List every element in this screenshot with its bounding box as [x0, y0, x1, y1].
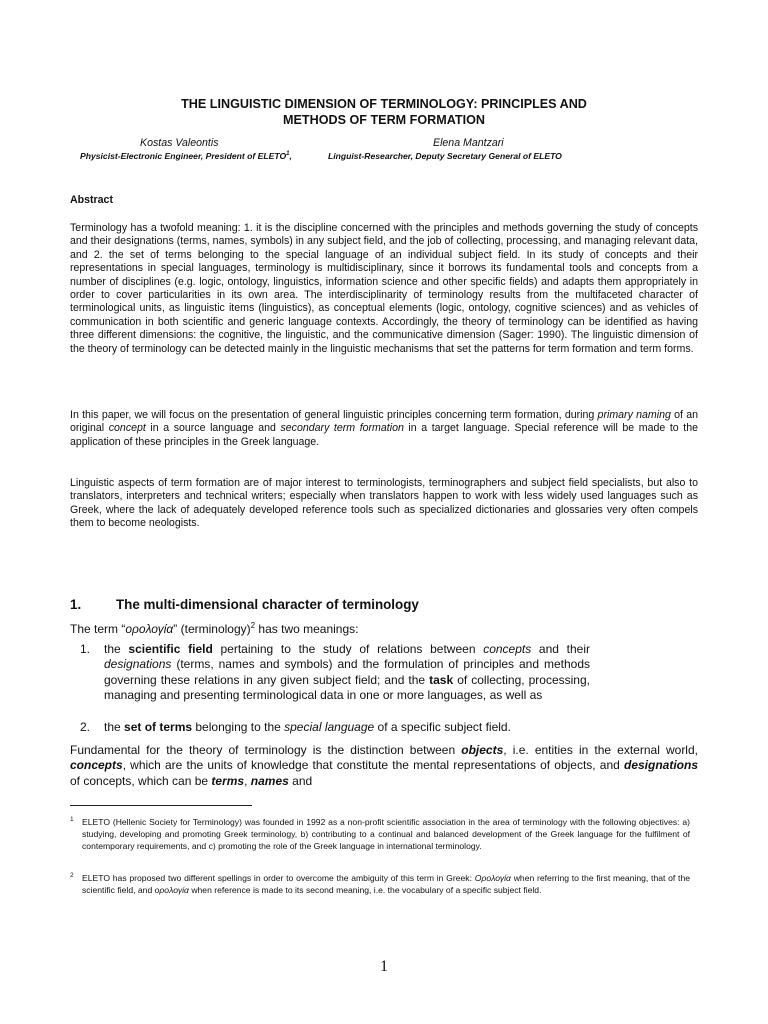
- footnote-mark: 1: [70, 816, 74, 823]
- footnote-text: ELETO (Hellenic Society for Terminology) was founded in 1992 as a non-profit scientific association in the area of terminology with the following objectives: a) studying, developing and promoting Greek terminology, b) contributing to a continual and balanced development of the Greek language for the fulfilment of contemporary requirements, and c) promoting the role of the Greek language in international terminology.: [82, 817, 690, 851]
- footnote-mark: 2: [70, 872, 74, 879]
- section-1-paragraph: [70, 743, 698, 789]
- text-run: ,: [244, 773, 251, 788]
- paper-title: [70, 96, 698, 128]
- text-run: Fundamental for the theory of terminology is the distinction between: [70, 743, 462, 757]
- text-run: when reference is made to its second meaning, i.e. the vocabulary of a specific subject field.: [188, 885, 542, 895]
- text-run: of an original: [70, 409, 698, 435]
- footnote-1: [70, 816, 690, 852]
- text-run: pertaining to the study of relations between: [212, 642, 484, 656]
- text-run: when referring to the first meaning, that of the scientific field, and: [82, 873, 691, 895]
- section-1-heading: [70, 597, 419, 612]
- text-run: in a source language and: [145, 422, 281, 435]
- author-1-affiliation: [80, 151, 292, 161]
- greek-term: ορολογία: [125, 622, 174, 636]
- text-run: of concepts, which can be: [70, 773, 212, 788]
- abstract-paragraph-1: Terminology has a twofold meaning: 1. it is the discipline concerned with the principles and methods governing the study of concepts and their designations (terms, names, symbols) in any subject field, and the job of collecting, processing, and managing relevant data, and 2. the set of terms belonging to the special language of an individual subject field. In its study of concepts and their representations in special languages, terminology is multidisciplinary, since it borrows its fundamental tools and concepts from a number of disciplines (e.g. logic, ontology, linguistics, information science and other specific fields) and adapts them appropriately in order to cover particularities in its own area. The interdisciplinarity of terminology results from the multifaceted character of terminological units, as linguistic items (linguistics), as conceptual elements (logic, ontology, cognitive sciences) and as vehicles of communication in both scientific and generic language contexts. Accordingly, the theory of terminology can be identified as having three different dimensions: the cognitive, the linguistic, and the communicative dimension (Sager: 1990). The linguistic dimension of the theory of terminology can be detected mainly in the linguistic mechanisms that set the patterns for term formation and term forms.: [70, 222, 698, 355]
- abstract-heading: Abstract: [70, 194, 113, 206]
- bold-task: task: [429, 672, 454, 687]
- author-2-affiliation: Linguist-Researcher, Deputy Secretary General of ELETO: [328, 151, 562, 161]
- emphasis-concept: concept: [108, 422, 146, 435]
- text-run: the: [104, 720, 125, 734]
- greek-term-lower: ορολογία: [154, 885, 189, 895]
- text-run: and their: [531, 642, 590, 656]
- text-run: , i.e. entities in the external world,: [503, 743, 698, 757]
- text-run: , which are the units of knowledge that constitute the mental representations of objects, and: [122, 758, 624, 773]
- bold-terms: terms: [211, 773, 245, 788]
- emphasis-designations: designations: [104, 657, 172, 672]
- text-run: of collecting, processing, managing and presenting terminological data in one or more languages, as well as: [104, 672, 590, 703]
- bold-set-of-terms: set of terms: [124, 720, 193, 734]
- emphasis-primary-naming: primary naming: [597, 409, 671, 421]
- text-run: of a specific subject field.: [374, 720, 511, 734]
- bold-scientific-field: scientific field: [128, 642, 213, 656]
- emphasis-secondary-term-formation: secondary term formation: [280, 422, 404, 435]
- page-number: 1: [380, 958, 388, 975]
- text-run: belonging to the: [192, 720, 285, 734]
- text-run: In this paper, we will focus on the presentation of general linguistic principles concerning term formation, during: [70, 409, 598, 421]
- affiliation-1-comma: ,: [289, 151, 292, 161]
- abstract-paragraph-2: [70, 409, 698, 449]
- list-number: 2.: [80, 720, 91, 734]
- text-run: ” (terminology): [173, 622, 251, 636]
- author-2-name: Elena Mantzari: [433, 137, 504, 149]
- emphasis-special-language: special language: [284, 720, 375, 734]
- text-run: (terms, names and symbols) and the formulation of principles and methods governing these relations in any given subject field; and the: [104, 657, 590, 687]
- list-number: 1.: [80, 642, 91, 656]
- affiliation-1-text: Physicist-Electronic Engineer, President of ELETO: [80, 151, 287, 161]
- text-run: the: [104, 642, 129, 656]
- footnote-ref-2: 2: [250, 621, 256, 630]
- bold-concepts: concepts: [70, 758, 123, 773]
- footnote-2: [70, 872, 691, 896]
- author-1-name: Kostas Valeontis: [140, 137, 219, 149]
- list-item-1: [80, 642, 590, 704]
- section-number: 1.: [70, 597, 82, 612]
- text-run: The term “: [70, 622, 126, 636]
- text-run: has two meanings:: [255, 622, 359, 636]
- section-1-intro: [70, 622, 698, 637]
- greek-term-capital: Ορολογία: [474, 873, 511, 883]
- footnote-ref-1: 1: [286, 151, 290, 158]
- list-item-2: [80, 720, 590, 735]
- title-line-1: THE LINGUISTIC DIMENSION OF TERMINOLOGY: PRINCIPLES AND: [181, 97, 587, 111]
- text-run: in a target language. Special reference will be made to the application of these principles in the Greek language.: [70, 422, 698, 448]
- footnote-separator: [70, 805, 252, 806]
- abstract-paragraph-3: Linguistic aspects of term formation are of major interest to terminologists, terminographers and subject field specialists, but also to translators, interpreters and technical writers; especially when translators happen to work with less widely used languages such as Greek, where the lack of adequately developed reference tools such as specialized dictionaries and glossaries very often compels them to become neologists.: [70, 477, 698, 530]
- emphasis-concepts: concepts: [483, 642, 532, 656]
- section-title: The multi-dimensional character of terminology: [116, 597, 419, 612]
- bold-designations: designations: [623, 758, 698, 773]
- text-run: ELETO has proposed two different spellings in order to overcome the ambiguity of this term in Greek:: [82, 873, 475, 883]
- bold-names: names: [250, 773, 289, 788]
- text-run: and: [288, 773, 313, 788]
- title-line-2: METHODS OF TERM FORMATION: [283, 113, 485, 127]
- bold-objects: objects: [461, 743, 504, 757]
